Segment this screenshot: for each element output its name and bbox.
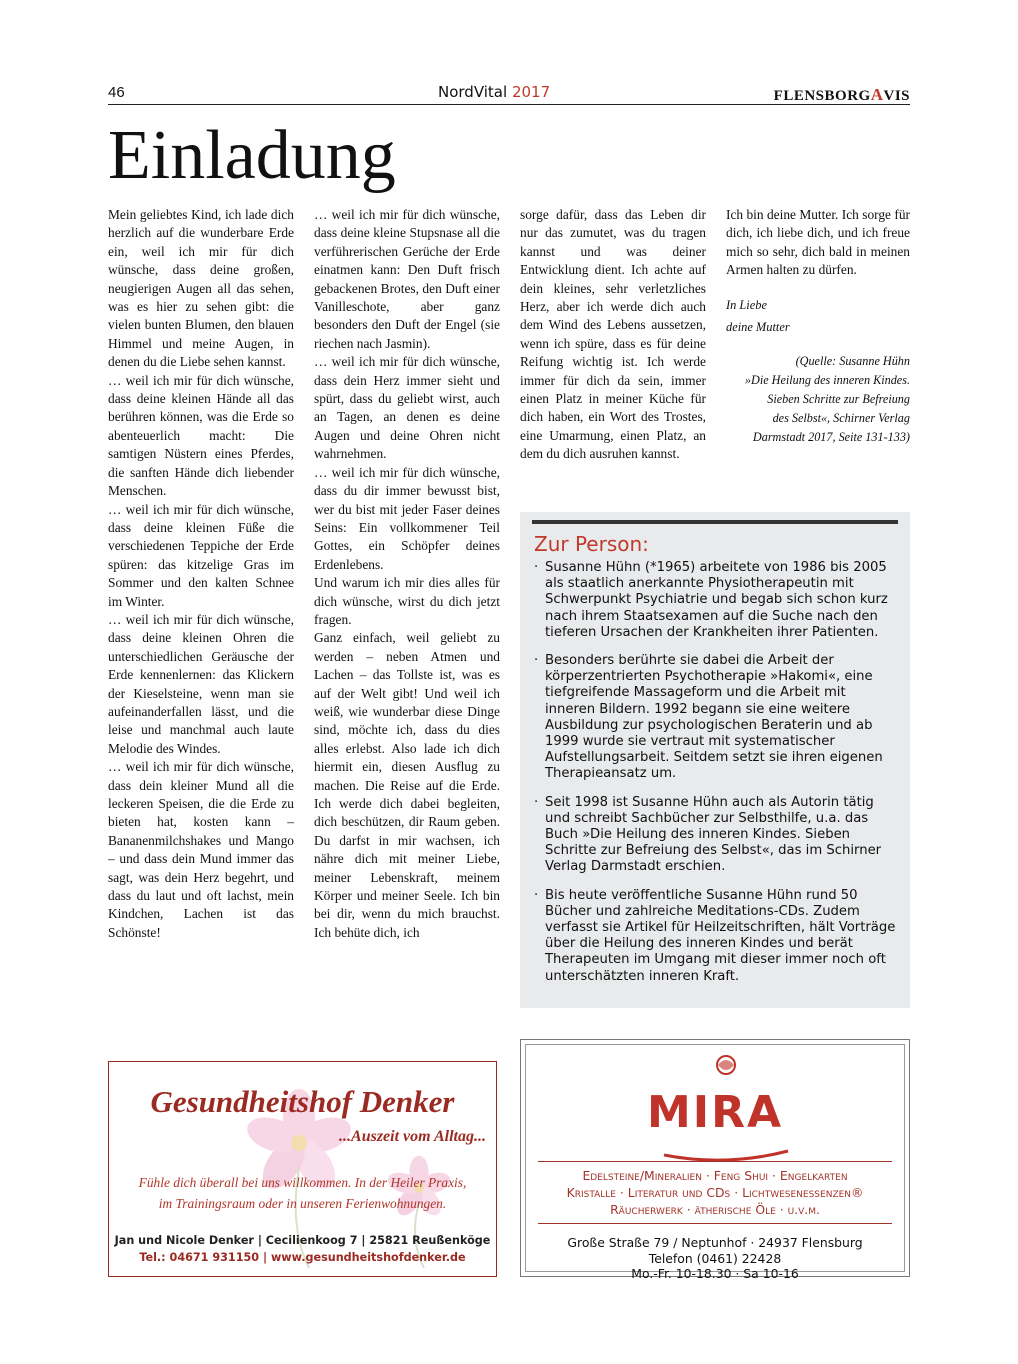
list-item: · Besonders berührte sie dabei die Arbeit der körperzentrierten Psychotherapie »Hakomi«, eine tiefgreifende Massageform und die Arbeit mit inneren Bildern. 1992 begann sie eine weitere Ausbildung zur psychologischen Beraterin und ab 1999 wurde sie vertraut mit systematischer Aufstellungsarbeit. Seitdem setzt sie ihren eigenen Therapieansatz um. [532, 653, 896, 783]
page-number: 46 [108, 84, 125, 101]
magazine-title: NordVital 2017 [438, 83, 551, 101]
paragraph: … weil ich mir für dich wünsche, dass deine kleinen Hände all das berühren können, was die Erde so abenteuerlich macht: Die samtigen Nüstern eines Pferdes, die sanften Hände dich liebender Menschen. [108, 372, 294, 499]
product-line: Räucherwerk · ätherische Öle · u.v.m. [610, 1202, 820, 1217]
product-lines [538, 1161, 892, 1224]
article-column-1 [108, 206, 294, 942]
article-column-3 [520, 206, 706, 464]
ad-contact: Jan und Nicole Denker | Cecilienkoog 7 | 25821 Reußenköge Tel.: 04671 931150 | www.gesundheitshofdenker.de [114, 1234, 491, 1264]
ad-title: Gesundheitshof Denker [150, 1084, 455, 1119]
person-box-title: Zur Person: [534, 532, 649, 556]
paragraph: Und warum ich mir dies alles für dich wünsche, wirst du dich jetzt fragen. [314, 575, 500, 627]
paragraph: … weil ich mir für dich wünsche, dass dein Herz immer sieht und spürt, dass du geliebt wirst, auch an Tagen, an denen es deine Augen und deine Ohren nicht wahrnehmen. [314, 354, 500, 462]
source-citation: (Quelle: Susanne Hühn »Die Heilung des inneren Kindes. Sieben Schritte zur Befreiung des Selbst«, Schirner Verlag Darmstadt 2017, Seite 131-133) [744, 353, 910, 444]
ad-gesundheitshof-denker [108, 1061, 497, 1277]
paragraph: Ganz einfach, weil geliebt zu werden – neben Atmen und Lachen – das Tollste ist, was es auf der Welt gibt! Und weil ich weiß, wie wunderbar diese Dinge sind, möchte ich, dass du dies alles erlebst. Also lade ich dich hiermit ein, diesen Ausflug zu machen. Die Reise auf die Erde. Ich werde dich dabei begleiten, dich beschützen, dir Raum geben. Du darfst in mir wachsen, ich nähre dich mit meiner Liebe, meiner Lebenskraft, meinem Körper und meiner Seele. Ich bin bei dir, wenn du mich brauchst. Ich behüte dich, ich [314, 630, 500, 940]
box-top-rule [532, 520, 898, 524]
ad-inner-frame [525, 1044, 905, 1281]
list-item: · Susanne Hühn (*1965) arbeitete von 1986 bis 2005 als staatlich anerkannte Physiotherapeutin mit Schwerpunkt Psychiatrie und begab sich schon kurz nach ihrem Staatsexamen auf die Suche nach den tieferen Ursachen der Krankheiten ihrer Patienten. [532, 560, 896, 641]
list-item: · Seit 1998 ist Susanne Hühn auch als Autorin tätig und schreibt Sachbücher zur Selbsthilfe, u.a. das Buch »Die Heilung des inneren Kindes. Sieben Schritte zur Befreiung des Selbst«, das im Schirner Verlag Darmstadt erschien. [532, 795, 896, 876]
ad-address: Große Straße 79 / Neptunhof · 24937 Flensburg Telefon (0461) 22428 Mo.-Fr. 10-18.30 · Sa 10-16 [567, 1235, 863, 1281]
paragraph: Ich bin deine Mutter. Ich sorge für dich, ich liebe dich, und ich freue mich so sehr, dich bald in meinen Armen halten zu dürfen. [726, 207, 910, 278]
paragraph: … weil ich mir für dich wünsche, dass deine kleine Stupsnase all die verführerischen Gerüche der Erde einatmen kann: Den Duft frisch gebackenen Brotes, den Duft einer Vanilleschote, aber ganz besonders den Duft der Engel (sie riechen nach Jasmin). [314, 207, 500, 351]
paragraph: sorge dafür, dass das Leben dir nur das zumutet, was du tragen kannst und was deiner Entwicklung dient. Ich achte auf dein kleines, sehr verletzliches Herz, aber ich werde dich auch dem Wind des Lebens aussetzen, wenn ich spüre, dass es für deine Reifung wichtig ist. Ich werde immer für dich da sein, immer einen Platz in meiner Küche für dich haben, ein Wort des Trostes, eine Umarmung, einen Platz, an dem du dich ausruhen kannst. [520, 207, 706, 462]
signature: In Liebe deine Mutter [726, 297, 790, 334]
product-line: Edelsteine/Mineralien · Feng Shui · Engelkarten [582, 1168, 848, 1183]
ad-mira [520, 1039, 910, 1281]
mira-logo: MIRA [646, 1087, 784, 1138]
ad-tagline: ...Auszeit vom Alltag... [339, 1128, 486, 1145]
paragraph: … weil ich mir für dich wünsche, dass deine kleinen Ohren die unterschiedlichen Geräusche der Erde kennenlernen: das Klickern der Kieselsteine, wenn man sie aufeinanderfallen lässt, und die leise und manchmal auch laute Melodie des Windes. [108, 611, 294, 756]
paragraph: Mein geliebtes Kind, ich lade dich herzlich auf die wunderbare Erde ein, weil ich mir für dich wünsche, dass deine großen, neugierigen Augen all das sehen, was es hier zu sehen gibt: die vielen bunten Blumen, den blauen Himmel und meine Augen, in denen du die Liebe sehen kannst. [108, 207, 294, 370]
person-list [532, 560, 896, 997]
article-column-2 [314, 206, 500, 942]
ad-description: Fühle dich überall bei uns willkommen. In der Heiler Praxis, im Trainingsraum oder in unseren Ferienwohnungen. [138, 1175, 467, 1211]
brand-logo: FLENSBORGAVIS [773, 85, 910, 104]
article-column-4 [726, 206, 910, 447]
paragraph: … weil ich mir für dich wünsche, dass du dir immer bewusst bist, wer du bist mit jeder Faser deines Seins: Ein vollkommener Teil Gottes, ein Schöpfer deines Erdenlebens. [314, 464, 500, 572]
paragraph: … weil ich mir für dich wünsche, dass deine kleinen Füße die verschiedenen Teppiche der Erde spüren: das kitzelige Gras im Sommer und den kalten Schnee im Winter. [108, 501, 294, 609]
paragraph: … weil ich mir für dich wünsche, dass dein kleiner Mund all die leckeren Speisen, die die Erde zu bieten hat, kosten kann – Bananenmilchshakes und Mango – und dass dein Mund immer das sagt, was dein Herz begehrt, und dass du laut und oft lachst, mein Kindchen, Lachen ist das Schönste! [108, 759, 294, 940]
person-info-box [520, 512, 910, 1008]
page-header [108, 82, 910, 105]
article-title: Einladung [108, 117, 396, 194]
product-line: Kristalle · Literatur und CDs · Lichtwesenessenzen® [566, 1185, 864, 1200]
list-item: · Bis heute veröffentliche Susanne Hühn rund 50 Bücher und zahlreiche Meditations-CDs. Zudem verfasst sie Artikel für Heilzeitschriften, hält Vorträge über die Heilung des inneren Kindes und berät Therapeuten im Umgang mit dieser immer noch oft unterschätzten inneren Kraft. [532, 888, 896, 985]
